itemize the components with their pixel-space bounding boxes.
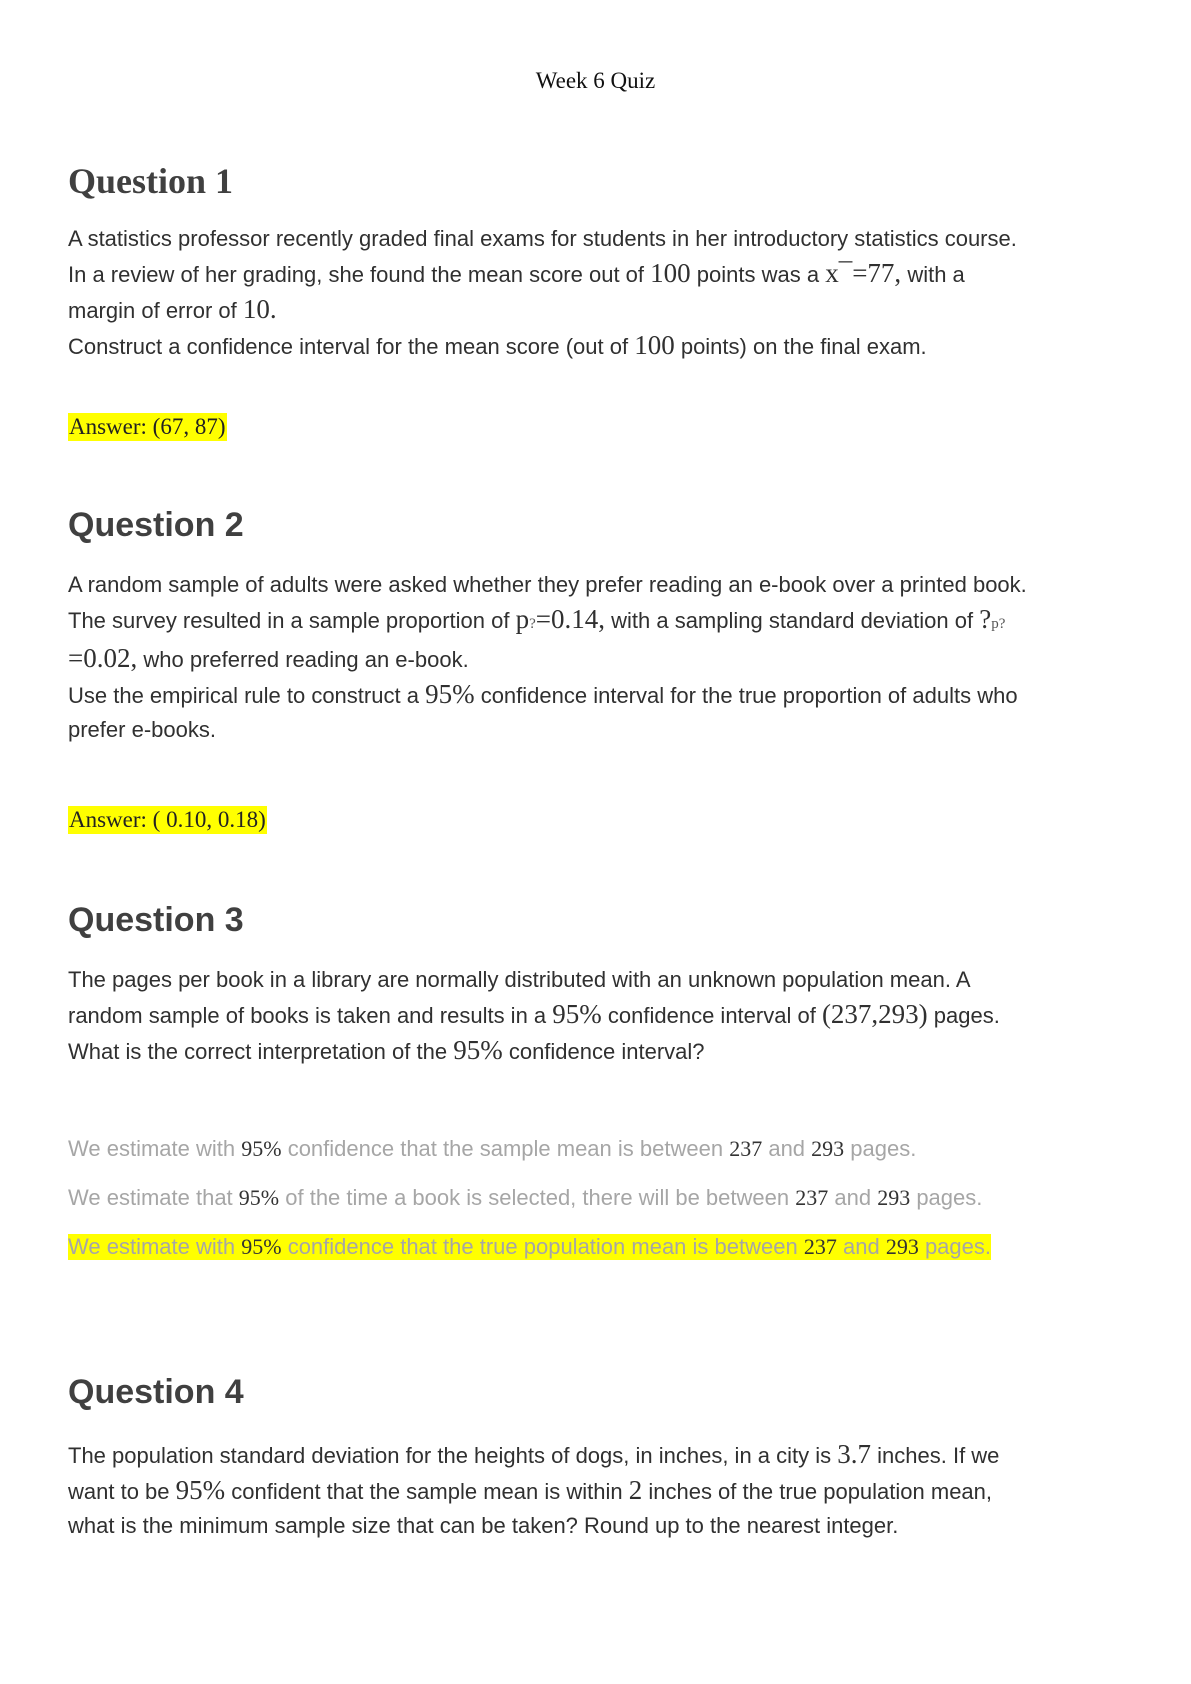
question-1-answer: Answer: (67, 87)	[69, 414, 226, 439]
question-1-heading: Question 1	[68, 161, 234, 201]
question-2-heading: Question 2	[68, 506, 244, 544]
question-2-answer: Answer: ( 0.10, 0.18)	[69, 807, 266, 832]
question-3-heading: Question 3	[68, 901, 244, 939]
document-title: Week 6 Quiz	[535, 68, 656, 93]
question-2-text: A random sample of adults were asked whether they prefer reading an e-book over a printed book. The survey resulted in a sample proportion of p?=0.14, with a sampling standard deviation of ?p? =0.02, who preferred reading an e-book. Use the empirical rule to construct a 95% confidence interval for the true proportion of adults who prefer e-books.	[68, 572, 1027, 742]
question-4-heading: Question 4	[68, 1373, 244, 1411]
question-1-text: A statistics professor recently graded final exams for students in her introductory statistics course. In a review of her grading, she found the mean score out of 100 points was a x¯=77, with a margin of error of 10. Construct a confidence interval for the mean score (out of 100 points) on the final exam.	[68, 226, 1017, 360]
question-3-option-3-selected[interactable]: We estimate with 95% confidence that the true population mean is between 237 and 293 pages.	[68, 1234, 991, 1259]
question-3-option-1[interactable]: We estimate with 95% confidence that the sample mean is between 237 and 293 pages.	[68, 1136, 917, 1161]
question-3-text: The pages per book in a library are normally distributed with an unknown population mean. A random sample of books is taken and results in a 95% confidence interval of (237,293) pages. What is the correct interpretation of the 95% confidence interval?	[68, 967, 1000, 1065]
question-4-text: The population standard deviation for the heights of dogs, in inches, in a city is 3.7 inches. If we want to be 95% confident that the sample mean is within 2 inches of the true population mean, what is the minimum sample size that can be taken? Round up to the nearest integer.	[68, 1439, 1000, 1538]
question-3-option-2[interactable]: We estimate that 95% of the time a book is selected, there will be between 237 and 293 pages.	[68, 1185, 983, 1210]
